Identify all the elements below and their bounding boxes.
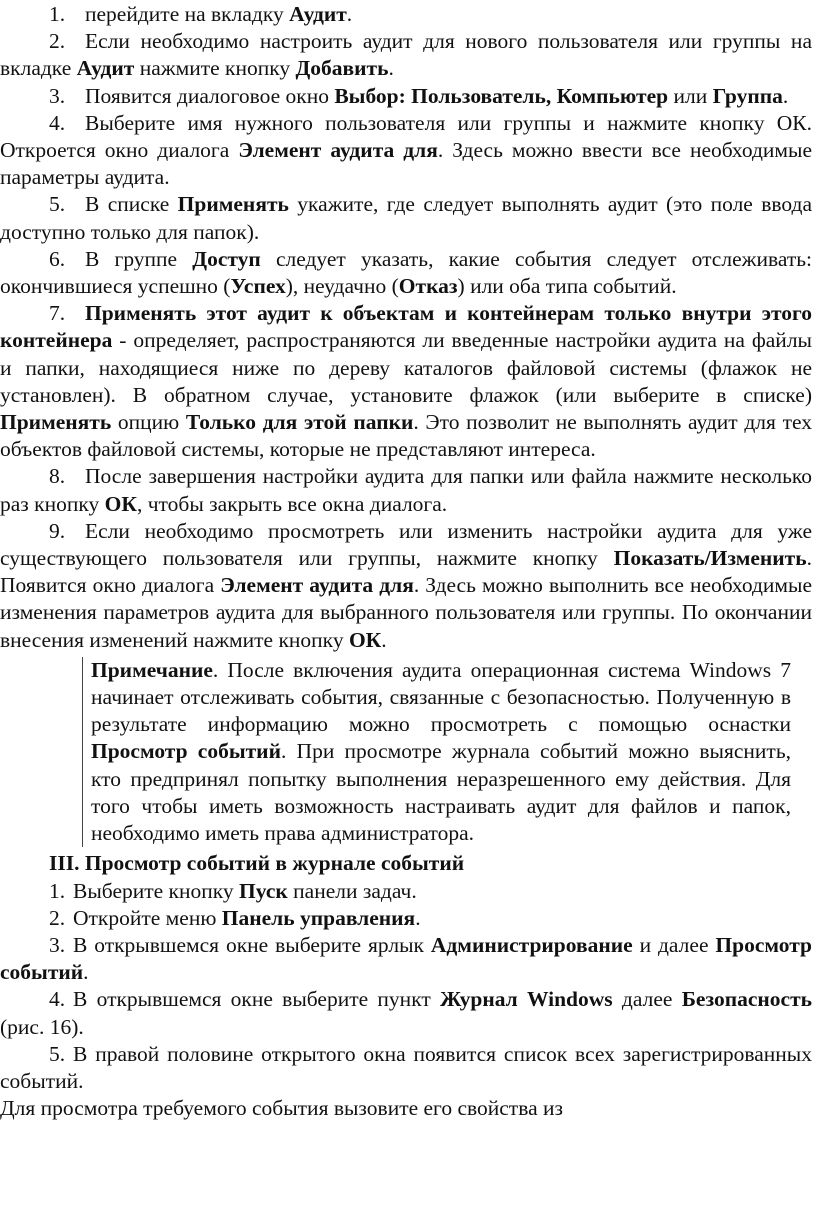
document-page [0, 1, 812, 1122]
list-item-9: 9. Если необходимо просмотреть или изменить настройки аудита для уже существующего пользователя или группы, нажмите кнопку Показать/Изменить. Появится окно диалога Элемент аудита для. Здесь можно выполнить все необходимые изменения параметров аудита для выбранного пользователя или группы. По окончании внесения изменений нажмите кнопку ОК. [0, 518, 812, 652]
list-item-8: 8. После завершения настройки аудита для папки или файла нажмите несколько раз кнопку ОК, чтобы закрыть все окна диалога. [0, 464, 812, 516]
note-block: Примечание. После включения аудита операционная система Windows 7 начинает отслеживать события, связанные с безопасностью. Полученную в результате информацию можно просмотреть с помощью оснастки Просмотр событий. При просмотре журнала событий можно выяснить, кто предпринял попытку выполнения неразрешенного ему действия. Для того чтобы иметь возможность настраивать аудит для файлов и папок, необходимо иметь права администратора. [82, 657, 791, 847]
step-4: 4. В открывшемся окне выберите пункт Журнал Windows далее Безопасность (рис. 16). [0, 987, 812, 1039]
step-3: 3. В открывшемся окне выберите ярлык Администрирование и далее Просмотр событий. [0, 932, 812, 985]
section-heading: III. Просмотр событий в журнале событий [49, 851, 465, 876]
list-item-7: 7. Применять этот аудит к объектам и контейнерам только внутри этого контейнера - определяет, распространяются ли введенные настройки аудита на файлы и папки, находящиеся ниже по дереву каталогов файловой системы (флажок не установлен). В обратном случае, установите флажок (или выберите в списке) Применять опцию Только для этой папки. Это позволит не выполнять аудит для тех объектов файловой системы, которые не представляют интереса. [0, 301, 812, 462]
list-item-3: 3. Появится диалоговое окно Выбор: Пользователь, Компьютер или Группа. [49, 83, 789, 108]
list-item-1: 1. перейдите на вкладку Аудит. [49, 2, 353, 26]
step-2: 2. Откройте меню Панель управления. [49, 905, 421, 930]
list-item-5: 5. В списке Применять укажите, где следует выполнять аудит (это поле ввода доступно только для папок). [0, 192, 813, 244]
last-line: Для просмотра требуемого события вызовите его свойства из [0, 1096, 563, 1121]
list-item-4: 4. Выберите имя нужного пользователя или группы и нажмите кнопку ОК. Откроется окно диалога Элемент аудита для. Здесь можно ввести все необходимые параметры аудита. [0, 110, 812, 190]
step-1: 1. Выберите кнопку Пуск панели задач. [49, 878, 417, 903]
list-item-6: 6. В группе Доступ следует указать, какие события следует отслеживать: окончившиеся успешно (Успех), неудачно (Отказ) или оба типа событий. [0, 246, 812, 299]
list-item-2: 2. Если необходимо настроить аудит для нового пользователя или группы на вкладке Аудит нажмите кнопку Добавить. [0, 29, 812, 81]
step-5: 5. В правой половине открытого окна появится список всех зарегистрированных событий. [0, 1041, 812, 1093]
